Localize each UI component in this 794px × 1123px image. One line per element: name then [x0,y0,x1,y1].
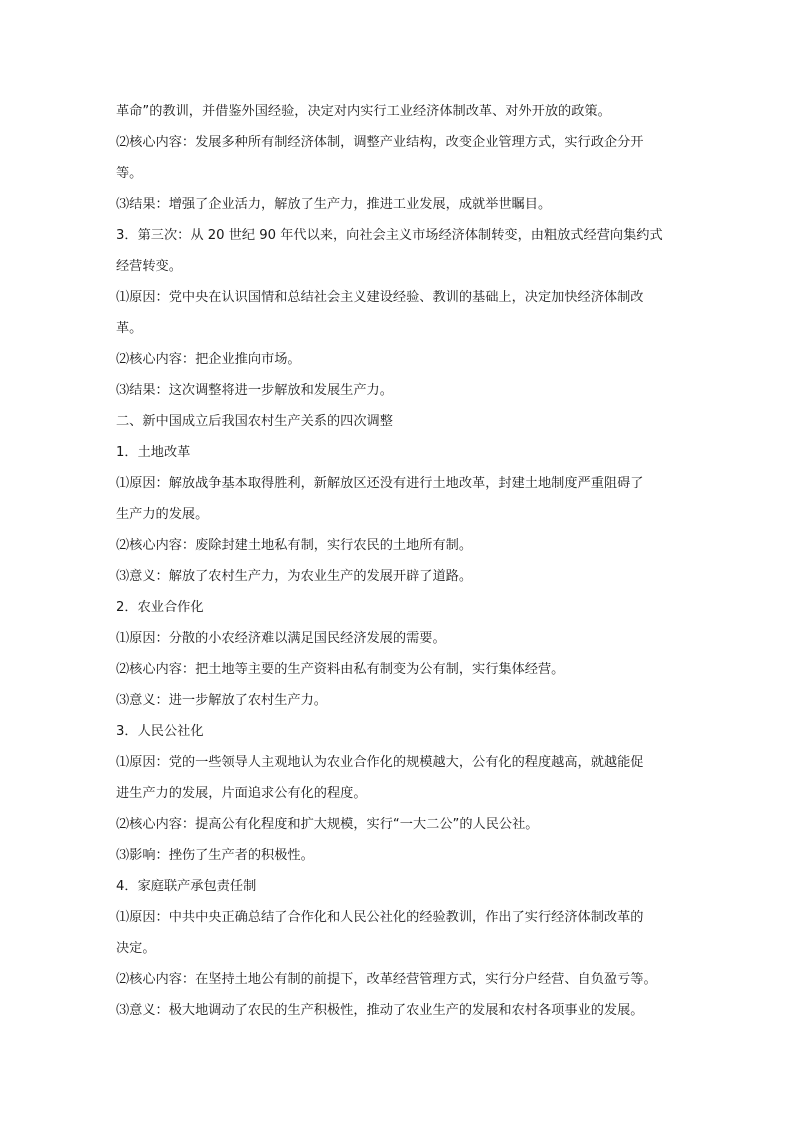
text-line: 进生产力的发展，片面追求公有化的程度。 [116,786,367,801]
text-line: ⑶结果：这次调整将进一步解放和发展生产力。 [116,383,393,398]
text-line: 生产力的发展。 [116,507,209,522]
subsection-heading: 4．家庭联产承包责任制 [116,879,257,894]
subsection-heading: 2．农业合作化 [116,600,204,615]
text-line: ⑶结果：增强了企业活力，解放了生产力，推进工业发展，成就举世瞩目。 [116,197,552,212]
text-line: ⑵核心内容：发展多种所有制经济体制，调整产业结构，改变企业管理方式，实行政企分开 [116,135,644,150]
text-line: ⑶意义：进一步解放了农村生产力。 [116,693,327,708]
text-line: ⑵核心内容：提高公有化程度和扩大规模，实行“一大二公”的人民公社。 [116,817,539,832]
text-line: ⑴原因：党中央在认识国情和总结社会主义建设经验、教训的基础上，决定加快经济体制改 [116,290,644,305]
subsection-heading: 1．土地改革 [116,445,191,460]
text-line: ⑵核心内容：在坚持土地公有制的前提下，改革经营管理方式，实行分户经营、自负盈亏等。 [116,972,657,987]
subsection-heading: 3．人民公社化 [116,724,204,739]
text-line: ⑴原因：党的一些领导人主观地认为农业合作化的规模越大，公有化的程度越高，就越能促 [116,755,644,770]
text-line: 革。 [116,321,143,336]
text-line: ⑴原因：中共中央正确总结了合作化和人民公社化的经验教训，作出了实行经济体制改革的 [116,910,644,925]
text-line: ⑶意义：极大地调动了农民的生产积极性，推动了农业生产的发展和农村各项事业的发展。 [116,1003,644,1018]
text-line: ⑴原因：分散的小农经济难以满足国民经济发展的需要。 [116,631,446,646]
text-line: ⑵核心内容：废除封建土地私有制，实行农民的土地所有制。 [116,538,473,553]
text-line: ⑵核心内容：把企业推向市场。 [116,352,301,367]
text-line: ⑶影响：挫伤了生产者的积极性。 [116,848,314,863]
text-line: ⑵核心内容：把土地等主要的生产资料由私有制变为公有制，实行集体经营。 [116,662,565,677]
text-line: ⑴原因：解放战争基本取得胜利，新解放区还没有进行土地改革，封建土地制度严重阻碍了 [116,476,644,491]
text-line: ⑶意义：解放了农村生产力，为农业生产的发展开辟了道路。 [116,569,473,584]
text-line: 3．第三次：从 20 世纪 90 年代以来，向社会主义市场经济体制转变，由粗放式经营向集约式 [116,228,663,243]
text-line: 经营转变。 [116,259,182,274]
section-heading: 二、新中国成立后我国农村生产关系的四次调整 [116,414,393,429]
text-line: 革命”的教训，并借鉴外国经验，决定对内实行工业经济体制改革、对外开放的政策。 [116,104,611,119]
document-body [116,96,684,1026]
text-line: 决定。 [116,941,156,956]
text-line: 等。 [116,166,143,181]
